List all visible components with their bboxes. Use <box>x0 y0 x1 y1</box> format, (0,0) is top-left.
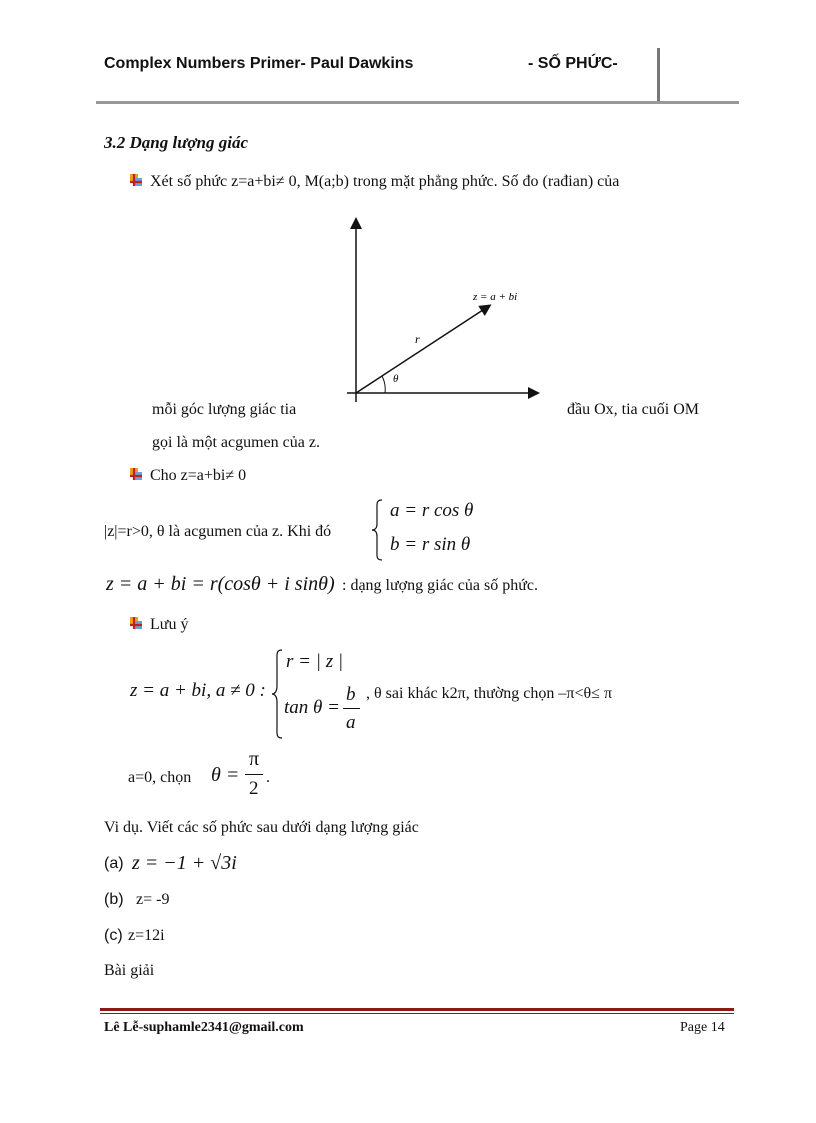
note-tail: , θ sai khác k2π, thường chọn –π<θ≤ π <box>366 685 613 702</box>
para1-line1: Xét số phức z=a+bi≠ 0, M(a;b) trong mặt phẳng phức. Số đo (rađian) của <box>128 172 619 192</box>
bullet-arrow-icon <box>128 615 144 631</box>
para1-line2-left: mỗi góc lượng giác tia <box>152 401 297 418</box>
example-b-label: (b) <box>104 891 124 908</box>
note-pi-bar <box>245 774 263 775</box>
example-a-label: (a) <box>104 855 124 872</box>
example-a-expr: z = −1 + √3i <box>132 852 237 874</box>
note-tan-lhs: tan θ = <box>284 697 340 718</box>
footer-author: Lê Lễ-suphamle2341@gmail.com <box>104 1020 304 1035</box>
note-period: . <box>266 769 270 786</box>
complex-plane-figure <box>345 210 545 415</box>
para1-line3: gọi là một acgumen của z. <box>152 434 320 451</box>
solution-heading: Bài giải <box>104 962 155 979</box>
bullet-arrow-icon <box>128 466 144 482</box>
example-c-expr: z=12i <box>128 927 165 944</box>
para2-line2: |z|=r>0, θ là acgumen của z. Khi đó <box>104 523 332 540</box>
para1-line2-right: đầu Ox, tia cuối OM <box>567 401 699 418</box>
header-chapter: - SỐ PHỨC- <box>528 55 618 72</box>
note-title: Lưu ý <box>128 615 188 635</box>
angle-arc <box>382 376 385 393</box>
note-theta-eq: θ = <box>211 764 240 786</box>
note-two: 2 <box>249 778 259 799</box>
system-brace <box>370 498 384 562</box>
header-title: Complex Numbers Primer- Paul Dawkins <box>104 55 414 72</box>
footer-rule-thin <box>100 1013 734 1014</box>
note-r-eq: r = | z | <box>286 651 344 672</box>
system-eq-b: b = r sin θ <box>390 534 471 555</box>
note-lhs: z = a + bi, a ≠ 0 : <box>130 680 266 701</box>
vector-z <box>356 306 489 393</box>
note-frac-num: b <box>346 684 356 705</box>
note-a0-text: a=0, chọn <box>128 769 192 786</box>
para2-line1: Cho z=a+bi≠ 0 <box>128 466 246 486</box>
theta-label: θ <box>393 373 399 385</box>
r-label: r <box>415 332 420 346</box>
example-title: Vi dụ. Viết các số phức sau dưới dạng lượng giác <box>104 819 419 836</box>
bullet-arrow-icon <box>128 172 144 188</box>
footer-page-number: Page 14 <box>680 1020 725 1035</box>
header-rule <box>96 101 739 104</box>
note-brace <box>270 648 284 740</box>
note-pi: π <box>249 748 260 770</box>
header-vertical-rule <box>657 48 660 101</box>
note-frac-den: a <box>346 712 356 733</box>
system-eq-a: a = r cos θ <box>390 500 474 521</box>
note-frac-bar <box>343 708 360 709</box>
vector-label: z = a + bi <box>473 291 518 303</box>
trig-form-formula: z = a + bi = r(cosθ + i sinθ) <box>106 573 335 595</box>
section-heading: 3.2 Dạng lượng giác <box>104 133 248 152</box>
example-b-expr: z= -9 <box>136 891 170 908</box>
trig-form-desc: : dạng lượng giác của số phức. <box>342 577 538 594</box>
footer-rule-thick <box>100 1008 734 1011</box>
example-c-label: (c) <box>104 927 123 944</box>
